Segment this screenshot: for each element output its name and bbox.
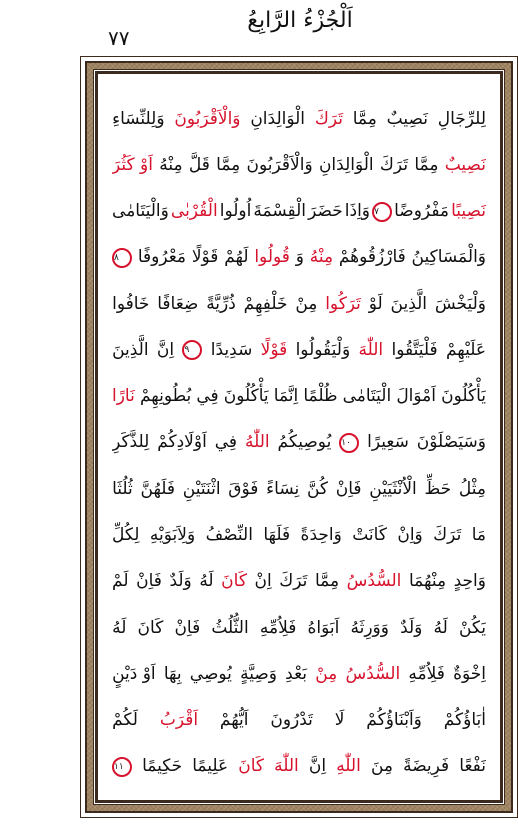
word: فَرِيضَةً bbox=[403, 756, 450, 777]
word: عَلِيمًا bbox=[192, 756, 229, 777]
ayah-marker: ٩ bbox=[182, 340, 202, 360]
text-line bbox=[112, 142, 486, 188]
highlighted-word: قَوْلًا bbox=[260, 339, 288, 360]
ayah-marker: ٧ bbox=[372, 202, 392, 222]
page-header bbox=[0, 0, 518, 56]
word: قَلَّ bbox=[188, 154, 210, 175]
word: تَرَكَ bbox=[433, 525, 462, 546]
word: فَلَهُنَّ bbox=[140, 478, 176, 499]
word: فِي bbox=[214, 432, 238, 453]
word: مِمَّا bbox=[414, 154, 439, 175]
word: يَكُنْ bbox=[458, 617, 486, 638]
word: مِمَّا bbox=[216, 154, 241, 175]
word: بَعْدِ bbox=[285, 663, 308, 684]
ornamental-frame bbox=[80, 56, 518, 818]
highlighted-word: مِنْهُ bbox=[309, 247, 334, 268]
word: خَلْفِهِمْ bbox=[243, 293, 288, 314]
highlighted-word: قُولُوا bbox=[254, 247, 290, 268]
ayah-marker: ٨ bbox=[112, 248, 132, 268]
word: مَفْرُوضًا bbox=[394, 201, 450, 222]
word: مِنْهُ bbox=[159, 154, 183, 175]
text-line bbox=[112, 327, 486, 373]
highlighted-word: اللّٰهَ bbox=[274, 756, 299, 777]
word: كُنَّ bbox=[306, 478, 328, 499]
text-line bbox=[112, 559, 486, 605]
highlighted-word: نَارًا bbox=[112, 386, 135, 407]
word: النِّصْفُ bbox=[205, 525, 253, 546]
word: مِنَ bbox=[370, 756, 393, 777]
text-line bbox=[112, 697, 486, 743]
word: لِلرِّجَالِ bbox=[437, 108, 486, 129]
word: يَأْكُلُونَ bbox=[441, 386, 486, 407]
word: يَأْكُلُونَ bbox=[223, 386, 269, 407]
text-line bbox=[112, 651, 486, 697]
word: اٰبَاؤُكُمْ bbox=[443, 710, 486, 731]
highlighted-word: اللّٰهُ bbox=[244, 432, 270, 453]
word: فَوْقَ bbox=[228, 478, 259, 499]
ayah-marker: ١١ bbox=[112, 757, 132, 777]
word: الَّذِينَ bbox=[390, 293, 428, 314]
word: اَيُّهُمْ bbox=[219, 710, 249, 731]
word: فَلَهَا bbox=[263, 525, 291, 546]
word: وَوَرِثَهُ bbox=[350, 617, 389, 638]
word: اُولُوا bbox=[219, 201, 252, 222]
word: عَلَيْهِمْ bbox=[445, 339, 486, 360]
word: تَرَكَ bbox=[279, 571, 308, 592]
word: اَوْ دَيْنٍ bbox=[112, 663, 156, 684]
word: فَارْزُقُوهُمْ bbox=[338, 247, 406, 268]
word: ذُرِّيَّةً bbox=[206, 293, 236, 314]
highlighted-word: مِنْ bbox=[315, 663, 338, 684]
word: وَالْاَقْرَبُونَ bbox=[246, 154, 313, 175]
word: لِكُلِّ bbox=[112, 525, 140, 546]
word: حَكِيمًا bbox=[142, 756, 183, 777]
word: نِسَاءً bbox=[266, 478, 300, 499]
text-line bbox=[112, 466, 486, 512]
word: وَاحِدٍ bbox=[453, 571, 486, 592]
word: كَانَ bbox=[137, 617, 164, 638]
word: ثُلُثَا bbox=[112, 478, 133, 499]
word: لَهُمْ bbox=[224, 247, 249, 268]
highlighted-word: اَقْرَبُ bbox=[159, 710, 199, 731]
word: وَ bbox=[295, 247, 304, 268]
word: بُطُونِهِمْ bbox=[139, 386, 192, 407]
word: سَدِيدًا bbox=[210, 339, 253, 360]
word: اِنَّ bbox=[156, 339, 175, 360]
word: يُوصِي bbox=[189, 663, 232, 684]
highlighted-word: الْقُرْبٰى bbox=[170, 201, 218, 222]
word: الْوَالِدَانِ bbox=[250, 108, 306, 129]
word: لَهُ bbox=[433, 617, 448, 638]
word: الثُّلُثُ bbox=[211, 617, 249, 638]
word: اِنَّ bbox=[308, 756, 327, 777]
ayah-marker: ١٠ bbox=[339, 433, 359, 453]
word: الْوَالِدَانِ bbox=[318, 154, 374, 175]
word: نَفْعًا bbox=[459, 756, 486, 777]
word: اَوْلَادِكُمْ bbox=[157, 432, 207, 453]
word: يُوصِيكُمُ bbox=[277, 432, 332, 453]
frame-border bbox=[85, 61, 513, 813]
word: اِخْوَةٌ bbox=[453, 663, 486, 684]
word: ضِعَافًا bbox=[157, 293, 199, 314]
page-number: ٧٧ bbox=[108, 26, 130, 50]
word: لَا bbox=[334, 710, 345, 731]
highlighted-word: كَانَ bbox=[221, 571, 247, 592]
word: وَلَدٌ bbox=[169, 571, 192, 592]
word: ظُلْمًا bbox=[303, 386, 338, 407]
text-line bbox=[112, 420, 486, 466]
word: خَافُوا bbox=[112, 293, 150, 314]
word: الَّذِينَ bbox=[112, 339, 149, 360]
word: نَصِيبٌ bbox=[386, 108, 428, 129]
text-line bbox=[112, 605, 486, 651]
text-line bbox=[112, 281, 486, 327]
word: فَاِنْ bbox=[335, 478, 362, 499]
word: فَلْيَتَّقُوا bbox=[391, 339, 438, 360]
word: فَاِنْ bbox=[136, 571, 162, 592]
word: وَلَدٌ bbox=[400, 617, 423, 638]
word: لِلذَّكَرِ bbox=[112, 432, 150, 453]
word: فِي bbox=[196, 386, 219, 407]
juz-title: اَلْجُزْءُ الرَّابِعُ bbox=[247, 8, 353, 33]
word: كَانَتْ bbox=[352, 525, 387, 546]
word: حَظِّ bbox=[424, 478, 452, 499]
word: الْيَتَامٰى bbox=[342, 386, 392, 407]
word: وَاِنْ bbox=[397, 525, 423, 546]
word: تَرَكَ bbox=[379, 154, 409, 175]
word: فَلِاُمِّهِ bbox=[408, 663, 445, 684]
word: مَا bbox=[471, 525, 486, 546]
word: اثْنَتَيْنِ bbox=[182, 478, 221, 499]
word: مِنْ bbox=[295, 293, 318, 314]
word: وَسَيَصْلَوْنَ bbox=[416, 432, 486, 453]
word: اِنْ bbox=[254, 571, 272, 592]
word: حَضَرَ bbox=[308, 201, 343, 222]
word: لَهُ bbox=[112, 617, 127, 638]
word: اَمْوَالَ bbox=[396, 386, 436, 407]
word: مِثْلُ bbox=[458, 478, 486, 499]
word: وَالْمَسَاكِينُ bbox=[411, 247, 486, 268]
word: فَلِاُمِّهِ bbox=[259, 617, 297, 638]
word: لَمْ bbox=[112, 571, 129, 592]
highlighted-word: نَصِيبٌ bbox=[444, 154, 486, 175]
text-line bbox=[112, 374, 486, 420]
word: سَعِيرًا bbox=[367, 432, 409, 453]
word: وَصِيَّةٍ bbox=[240, 663, 277, 684]
text-line bbox=[112, 744, 486, 790]
highlighted-word: اَوْ كَثُرَ bbox=[112, 154, 153, 175]
word: وَاَبْنَاؤُكُمْ bbox=[366, 710, 422, 731]
highlighted-word: كَانَ bbox=[238, 756, 265, 777]
word: وَاِذَا bbox=[344, 201, 371, 222]
word: لَكُمْ bbox=[112, 710, 138, 731]
text-line bbox=[112, 189, 486, 235]
highlighted-word: اللّٰهِ bbox=[336, 756, 361, 777]
text-line bbox=[112, 96, 486, 142]
word: لَوْ bbox=[368, 293, 383, 314]
word: اَبَوَاهُ bbox=[307, 617, 340, 638]
word: مِمَّا bbox=[352, 108, 377, 129]
highlighted-word: السُّدُسُ bbox=[345, 663, 401, 684]
word: قَوْلًا bbox=[191, 247, 219, 268]
word: بِهَا bbox=[163, 663, 182, 684]
word: الْقِسْمَةَ bbox=[253, 201, 307, 222]
quran-text-panel bbox=[97, 73, 501, 801]
word: مَعْرُوفًا bbox=[137, 247, 187, 268]
word: تَدْرُونَ bbox=[270, 710, 313, 731]
highlighted-word: نَصِيبًا bbox=[451, 201, 486, 222]
word: مِمَّا bbox=[314, 571, 340, 592]
word: وَلِاَبَوَيْهِ bbox=[149, 525, 196, 546]
highlighted-word: اللّٰهَ bbox=[358, 339, 384, 360]
word: وَلْيَخْشَ bbox=[434, 293, 486, 314]
word: وَاحِدَةً bbox=[300, 525, 342, 546]
text-line bbox=[112, 235, 486, 281]
word: لَهُ bbox=[199, 571, 214, 592]
word: فَاِنْ bbox=[174, 617, 201, 638]
highlighted-word: تَرَكَ bbox=[314, 108, 343, 129]
word: وَلِلنِّسَاءِ bbox=[112, 108, 165, 129]
highlighted-word: السُّدُسُ bbox=[346, 571, 402, 592]
highlighted-word: تَرَكُوا bbox=[325, 293, 361, 314]
text-line bbox=[112, 512, 486, 558]
word: اِنَّمَا bbox=[273, 386, 299, 407]
highlighted-word: وَالْاَقْرَبُونَ bbox=[174, 108, 241, 129]
word: الْاُنْثَيَيْنِ bbox=[369, 478, 417, 499]
word: مِنْهُمَا bbox=[408, 571, 447, 592]
word: وَلْيَقُولُوا bbox=[295, 339, 351, 360]
word: وَالْيَتَامٰى bbox=[112, 201, 169, 222]
